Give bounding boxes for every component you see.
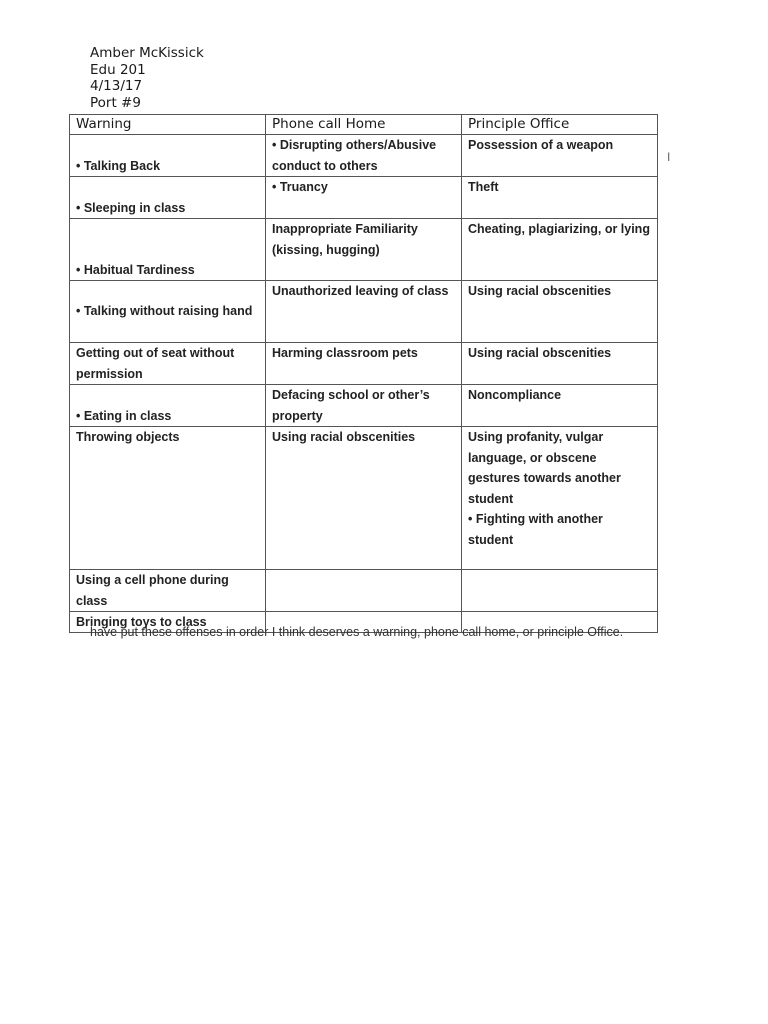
table-header-row: [70, 115, 658, 135]
course-code: Edu 201: [90, 61, 146, 78]
document-header: [90, 45, 204, 111]
principle-cell: Using racial obscenities: [468, 346, 612, 360]
phone-cell: Inappropriate Familiarity (kissing, hugging): [272, 222, 418, 257]
table-row: [70, 427, 658, 570]
warning-cell: • Sleeping in class: [76, 200, 186, 215]
table-row: [70, 219, 658, 281]
table-row: [70, 177, 658, 219]
principle-cell: Noncompliance: [468, 388, 562, 402]
footnote-text: have put these offenses in order I think deserves a warning, phone call home, or principle Office.: [90, 625, 624, 639]
phone-cell: • Disrupting others/Abusive conduct to others: [272, 138, 437, 173]
warning-cell: Getting out of seat without permission: [76, 346, 235, 381]
principle-cell: Using profanity, vulgar language, or obscene gestures towards another student • Fighting with another student: [462, 427, 657, 569]
stray-mark: I: [667, 150, 671, 164]
principle-cell: [462, 570, 657, 611]
phone-cell: [266, 570, 461, 611]
table-row: [70, 385, 658, 427]
warning-cell: • Habitual Tardiness: [76, 262, 195, 277]
phone-cell: Harming classroom pets: [272, 346, 418, 360]
warning-cell: Bringing toys to class: [76, 615, 207, 629]
principle-cell: Possession of a weapon: [468, 138, 614, 152]
document-date: 4/13/17: [90, 78, 143, 94]
offenses-table: [69, 114, 658, 633]
principle-cell: Using racial obscenities: [468, 284, 612, 298]
table-row: [70, 343, 658, 385]
principle-cell: Cheating, plagiarizing, or lying: [468, 222, 650, 236]
table-row: [70, 281, 658, 343]
phone-cell: Using racial obscenities: [272, 430, 416, 444]
portfolio-number: Port #9: [90, 94, 141, 111]
warning-cell: • Talking without raising hand: [76, 304, 253, 318]
table-row: [70, 570, 658, 612]
principle-cell-extra: • Fighting with another student: [468, 512, 603, 547]
header-warning: Warning: [70, 115, 266, 135]
author-name: Amber McKissick: [90, 45, 204, 61]
warning-cell: Using a cell phone during class: [76, 573, 229, 608]
header-phone-call-home: Phone call Home: [266, 115, 462, 135]
principle-cell: Theft: [468, 180, 499, 194]
phone-cell: • Truancy: [272, 180, 328, 194]
table-row: [70, 135, 658, 177]
phone-cell: Unauthorized leaving of class: [272, 284, 449, 298]
phone-cell: Defacing school or other’s property: [272, 388, 430, 423]
warning-cell: Throwing objects: [76, 430, 180, 444]
header-principle-office: Principle Office: [462, 115, 658, 135]
warning-cell: • Eating in class: [76, 408, 172, 423]
warning-cell: • Talking Back: [76, 158, 161, 173]
